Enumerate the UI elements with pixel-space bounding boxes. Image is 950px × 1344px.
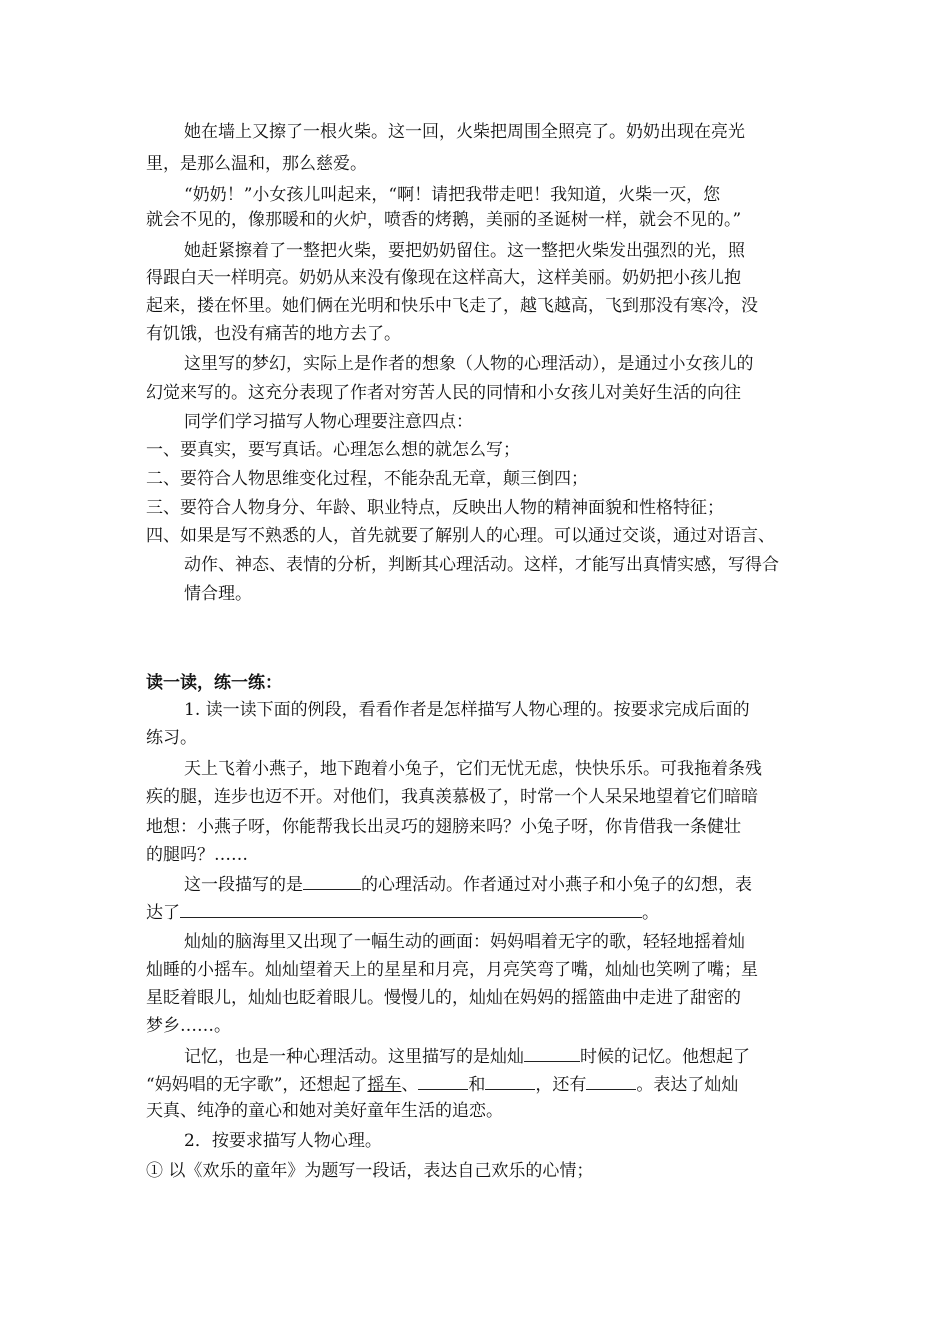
analysis-line: 幻觉来写的。这充分表现了作者对穷苦人民的同情和小女孩儿对美好生活的向往	[146, 383, 741, 403]
fill-text: 的心理活动。作者通过对小燕子和小兔子的幻想，表	[361, 875, 752, 895]
example-line: 地想：小燕子呀，你能帮我长出灵巧的翅膀来吗？小兔子呀，你肯借我一条健壮	[146, 817, 741, 837]
fill-text: 时候的记忆。他想起了	[580, 1047, 750, 1067]
fill-text: 这一段描写的是	[184, 875, 303, 895]
fill-text: “妈妈唱的无字歌”，还想起了	[146, 1075, 368, 1095]
passage-line: 她赶紧擦着了一整把火柴，要把奶奶留住。这一整把火柴发出强烈的光，照	[184, 241, 745, 261]
point-item-continued: 情合理。	[184, 584, 252, 604]
point-item: 三、要符合人物身分、年龄、职业特点，反映出人物的精神面貌和性格特征；	[146, 498, 724, 518]
example-line: 星眨着眼儿，灿灿也眨着眼儿。慢慢儿的，灿灿在妈妈的摇篮曲中走进了甜密的	[146, 988, 741, 1008]
section-heading: 读一读，练一练：	[146, 673, 282, 693]
answer-blank[interactable]	[180, 899, 642, 918]
fill-in-line: 天真、纯净的童心和她对美好童年生活的追恋。	[146, 1101, 503, 1121]
example-line: 的腿吗？……	[146, 845, 248, 865]
point-item: 四、如果是写不熟悉的人，首先就要了解别人的心理。可以通过交谈，通过对语言、	[146, 526, 775, 546]
fill-in-line	[146, 1071, 738, 1097]
passage-line: 就会不见的，像那暖和的火炉，喷香的烤鹅，美丽的圣诞树一样，就会不见的。”	[146, 210, 742, 230]
example-line: 疾的腿，连步也迈不开。对他们，我真羡慕极了，时常一个人呆呆地望着它们暗暗	[146, 787, 758, 807]
answer-blank[interactable]	[485, 1071, 535, 1090]
answer-blank[interactable]	[303, 871, 361, 890]
point-item-continued: 动作、神态、表情的分析，判断其心理活动。这样，才能写出真情实感，写得合	[184, 555, 779, 575]
fill-in-line	[184, 1043, 750, 1069]
example-line: 天上飞着小燕子，地下跑着小兔子，它们无忧无虑，快快乐乐。可我拖着条残	[184, 759, 762, 779]
answer-blank[interactable]	[418, 1071, 468, 1090]
question-1-continued: 练习。	[146, 728, 197, 748]
passage-line: 有饥饿，也没有痛苦的地方去了。	[146, 324, 401, 344]
example-line: 灿灿的脑海里又出现了一幅生动的画面：妈妈唱着无字的歌，轻轻地摇着灿	[184, 932, 745, 952]
passage-line: “奶奶！”小女孩儿叫起来，“啊！请把我带走吧！我知道，火柴一灭，您	[184, 185, 721, 205]
fill-in-line	[146, 899, 659, 925]
fill-text: ，还有	[535, 1075, 587, 1095]
point-item: 一、要真实，要写真话。心理怎么想的就怎么写；	[146, 440, 520, 460]
fill-text: 、	[401, 1075, 419, 1095]
fill-in-line	[184, 871, 752, 897]
example-line: 梦乡……。	[146, 1016, 231, 1036]
fill-text: 。	[642, 903, 659, 923]
answer-blank[interactable]	[524, 1043, 580, 1062]
passage-line: 起来，搂在怀里。她们俩在光明和快乐中飞走了，越飞越高，飞到那没有寒冷，没	[146, 296, 758, 316]
question-2-item-1: ① 以《欢乐的童年》为题写一段话，表达自己欢乐的心情；	[146, 1161, 594, 1181]
passage-line: 她在墙上又擦了一根火柴。这一回，火柴把周围全照亮了。奶奶出现在亮光	[184, 122, 745, 142]
question-2: 2．按要求描写人物心理。	[184, 1131, 382, 1151]
fill-text: 达了	[146, 903, 180, 923]
example-line: 灿睡的小摇车。灿灿望着天上的星星和月亮，月亮笑弯了嘴，灿灿也笑咧了嘴；星	[146, 960, 758, 980]
question-1: 1. 读一读下面的例段，看看作者是怎样描写人物心理的。按要求完成后面的	[184, 700, 750, 720]
answer-blank[interactable]	[586, 1071, 636, 1090]
underlined-answer: 摇车	[367, 1075, 402, 1095]
fill-text: 。表达了灿灿	[636, 1075, 739, 1095]
analysis-line: 这里写的梦幻，实际上是作者的想象（人物的心理活动），是通过小女孩儿的	[184, 354, 754, 374]
passage-line: 里，是那么温和，那么慈爱。	[146, 154, 367, 174]
fill-text: 记忆，也是一种心理活动。这里描写的是灿灿	[184, 1047, 524, 1067]
analysis-line: 同学们学习描写人物心理要注意四点：	[184, 412, 473, 432]
passage-line: 得跟白天一样明亮。奶奶从来没有像现在这样高大，这样美丽。奶奶把小孩儿抱	[146, 268, 741, 288]
point-item: 二、要符合人物思维变化过程，不能杂乱无章，颠三倒四；	[146, 469, 588, 489]
fill-text: 和	[468, 1075, 486, 1095]
